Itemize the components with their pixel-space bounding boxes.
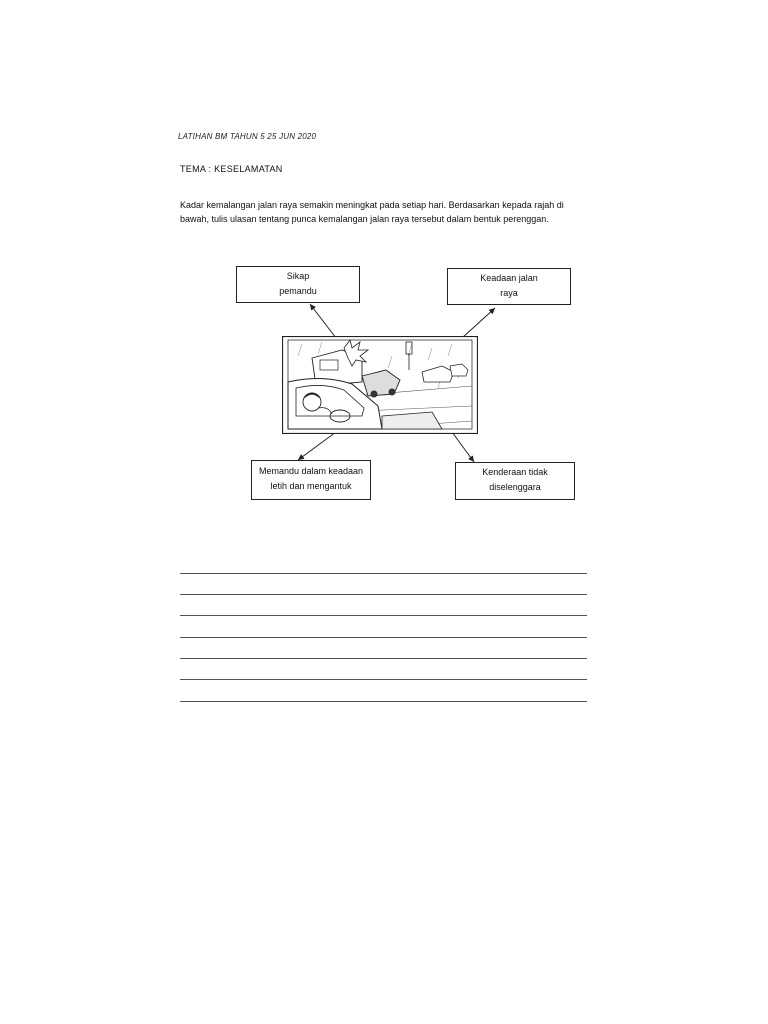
arrow-bottom-right: [452, 432, 474, 462]
instruction-line-1: Kadar kemalangan jalan raya semakin meningkat pada setiap hari. Berdasarkan kepada rajah di: [180, 200, 564, 210]
box-line-2: pemandu: [279, 286, 317, 296]
answer-line[interactable]: [180, 573, 587, 574]
box-line-1: Memandu dalam keadaan: [258, 466, 364, 476]
road-accident-illustration-icon: [282, 336, 478, 434]
answer-line[interactable]: [180, 615, 587, 616]
answer-line[interactable]: [180, 679, 587, 680]
arrow-bottom-left: [298, 432, 336, 460]
box-memandu-letih: [251, 460, 371, 500]
box-sikap-pemandu: [236, 266, 360, 303]
box-line-1: Sikap: [286, 271, 310, 281]
arrow-top-right: [462, 308, 495, 338]
answer-line[interactable]: [180, 701, 587, 702]
answer-line[interactable]: [180, 637, 587, 638]
box-keadaan-jalan-raya: [447, 268, 571, 305]
answer-line[interactable]: [180, 658, 587, 659]
box-line-1: Kenderaan tidak: [482, 467, 548, 477]
box-line-2: diselenggara: [489, 482, 541, 492]
box-line-1: Keadaan jalan: [480, 273, 538, 283]
arrow-top-left: [310, 304, 336, 338]
worksheet-header: LATIHAN BM TAHUN 5 25 JUN 2020: [178, 132, 317, 141]
box-kenderaan-tidak-diselenggara: [455, 462, 575, 500]
answer-line[interactable]: [180, 594, 587, 595]
instruction-line-2: bawah, tulis ulasan tentang punca kemalangan jalan raya tersebut dalam bentuk perenggan.: [180, 214, 549, 224]
box-line-2: letih dan mengantuk: [270, 481, 352, 491]
box-line-2: raya: [500, 288, 518, 298]
theme-title: TEMA : KESELAMATAN: [180, 164, 283, 174]
